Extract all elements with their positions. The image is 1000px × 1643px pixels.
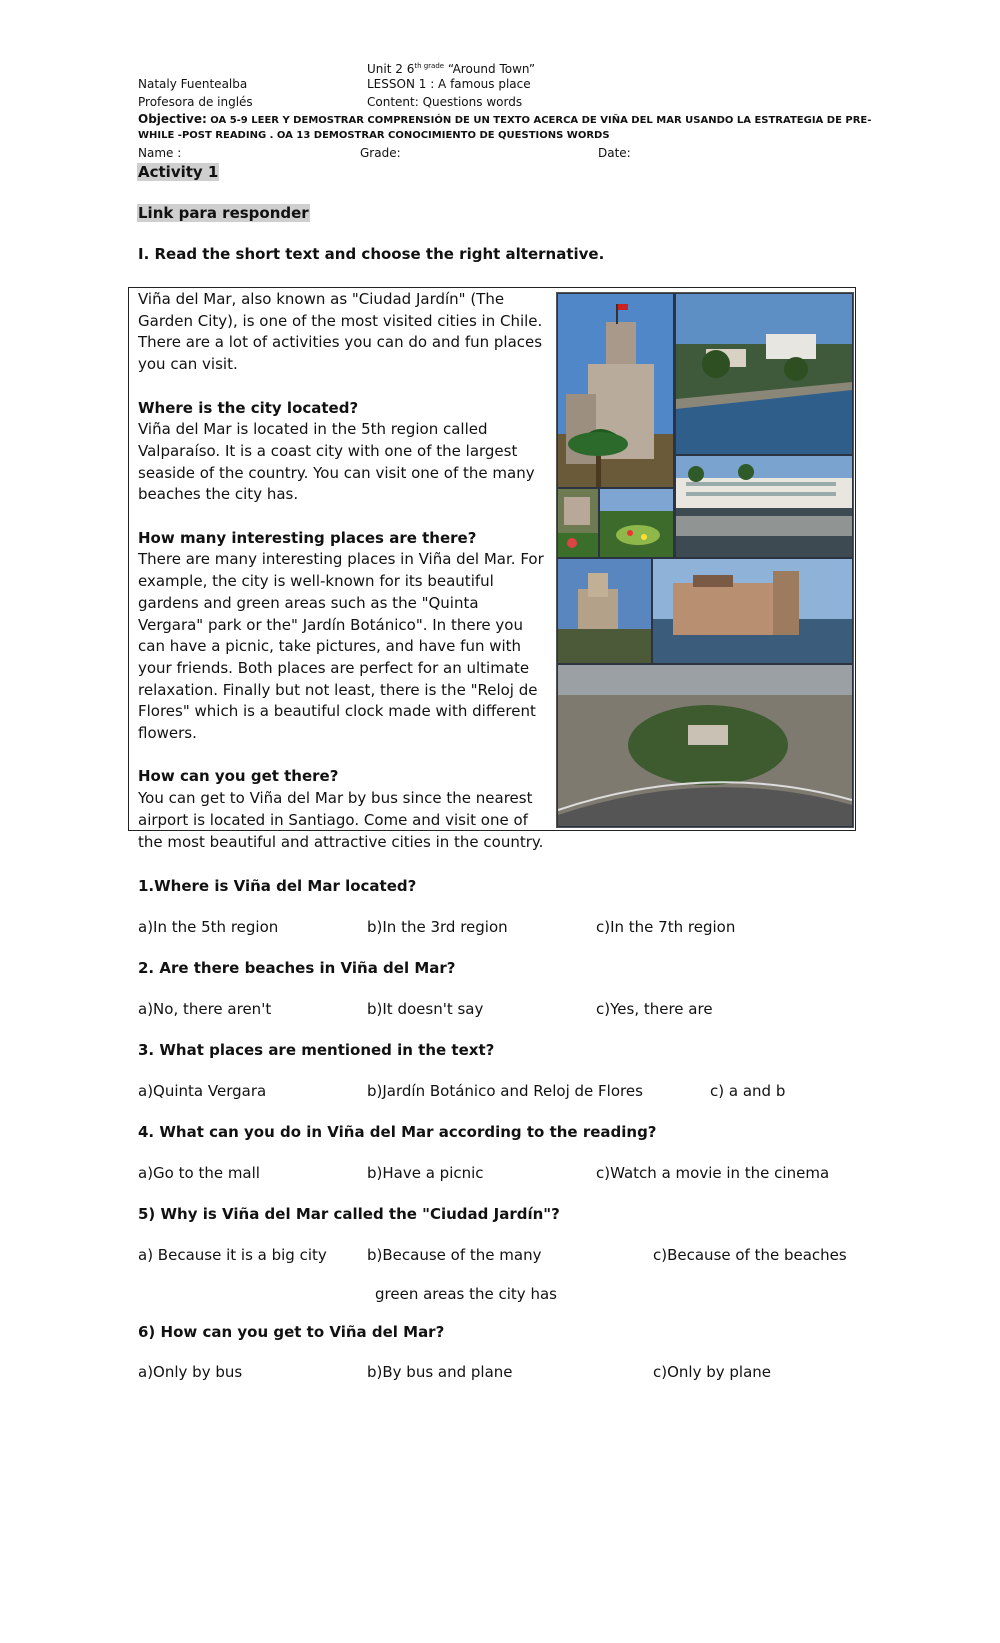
objective-line-2: WHILE -POST READING . OA 13 DEMOSTRAR CONOCIMIENTO DE QUESTIONS WORDS	[138, 130, 610, 141]
reading-box	[128, 287, 856, 851]
reading-intro: Viña del Mar, also known as "Ciudad Jardín" (The Garden City), is one of the most visited cities in Chile. There are a lot of activities you can do and fun places you can visit.	[138, 290, 543, 374]
answer-link[interactable]: Link para responder	[138, 204, 309, 222]
q4-option-c[interactable]: c)Watch a movie in the cinema	[596, 1164, 830, 1182]
activity-title: Activity 1	[138, 163, 219, 181]
reading-text	[138, 289, 548, 853]
photo-aerial-city	[558, 665, 852, 826]
question-5: 5) Why is Viña del Mar called the "Ciudad Jardín"?	[138, 1205, 560, 1223]
question-3: 3. What places are mentioned in the text?	[138, 1041, 495, 1059]
reading-heading-location: Where is the city located?	[138, 398, 359, 417]
photo-garden-small	[558, 489, 598, 557]
q1-option-a[interactable]: a)In the 5th region	[138, 918, 279, 936]
photo-tower	[558, 559, 651, 663]
name-label: Name :	[138, 146, 182, 160]
reading-heading-places: How many interesting places are there?	[138, 528, 477, 547]
q5-option-b[interactable]: b)Because of the many	[367, 1246, 542, 1264]
instruction: I. Read the short text and choose the right alternative.	[138, 245, 605, 263]
lesson-content: Content: Questions words	[367, 95, 523, 109]
reading-heading-transport: How can you get there?	[138, 767, 339, 786]
q6-option-a[interactable]: a)Only by bus	[138, 1363, 243, 1381]
objective-text-1: OA 5-9 LEER Y DEMOSTRAR COMPRENSIÓN DE UN TEXTO ACERCA DE VIÑA DEL MAR USANDO LA ESTRATEGIA DE PRE-	[206, 115, 872, 126]
date-label: Date:	[598, 146, 631, 160]
q4-option-b[interactable]: b)Have a picnic	[367, 1164, 484, 1182]
photo-waterfront	[676, 456, 852, 557]
q1-option-b[interactable]: b)In the 3rd region	[367, 918, 508, 936]
objective-line-1	[138, 112, 871, 128]
q3-option-c[interactable]: c) a and b	[710, 1082, 786, 1100]
reading-section-location	[138, 398, 548, 507]
q3-option-b[interactable]: b)Jardín Botánico and Reloj de Flores	[367, 1082, 643, 1100]
photo-coast	[676, 294, 852, 454]
reading-section-places	[138, 528, 548, 745]
reading-paragraph-location: Viña del Mar is located in the 5th region called Valparaíso. It is a coast city with one of the largest seaside of the country. You can visit one of the many beaches the city has.	[138, 420, 535, 504]
q2-option-a[interactable]: a)No, there aren't	[138, 1000, 272, 1018]
question-4: 4. What can you do in Viña del Mar according to the reading?	[138, 1123, 657, 1141]
reading-section-transport	[138, 766, 548, 853]
question-6: 6) How can you get to Viña del Mar?	[138, 1323, 445, 1341]
photo-castle	[558, 294, 673, 487]
q2-option-b[interactable]: b)It doesn't say	[367, 1000, 484, 1018]
reading-paragraph-transport: You can get to Viña del Mar by bus since the nearest airport is located in Santiago. Come and visit one of the most beautiful and attractive cities in the country.	[138, 789, 544, 851]
q4-option-a[interactable]: a)Go to the mall	[138, 1164, 260, 1182]
reading-paragraph-places: There are many interesting places in Viña del Mar. For example, the city is well-known for its beautiful gardens and green areas such as the "Quinta Vergara" park or the" Jardín Botánico". In there you can have a picnic, take pictures, and have fun with your friends. Both places are perfect for an ultimate relaxation. Finally but not least, there is the "Reloj de Flores" which is a beautiful clock made with different flowers.	[138, 550, 544, 743]
unit-line	[367, 58, 535, 77]
q5-option-a[interactable]: a) Because it is a big city	[138, 1246, 327, 1264]
grade-label: Grade:	[360, 146, 401, 160]
grade-superscript: th grade	[414, 62, 445, 70]
city-photo-collage	[556, 292, 854, 828]
q2-option-c[interactable]: c)Yes, there are	[596, 1000, 713, 1018]
q5-option-b-continued[interactable]: green areas the city has	[375, 1285, 557, 1303]
teacher-name: Nataly Fuentealba	[138, 77, 248, 91]
objective-label: Objective:	[138, 112, 207, 126]
q5-option-c[interactable]: c)Because of the beaches	[653, 1246, 847, 1264]
photo-seaside-castle	[653, 559, 852, 663]
question-1: 1.Where is Viña del Mar located?	[138, 877, 417, 895]
q3-option-a[interactable]: a)Quinta Vergara	[138, 1082, 267, 1100]
unit-prefix: Unit 2 6	[367, 62, 415, 76]
q1-option-c[interactable]: c)In the 7th region	[596, 918, 736, 936]
q6-option-c[interactable]: c)Only by plane	[653, 1363, 772, 1381]
teacher-role: Profesora de inglés	[138, 95, 253, 109]
lesson-title: LESSON 1 : A famous place	[367, 77, 531, 91]
question-2: 2. Are there beaches in Viña del Mar?	[138, 959, 456, 977]
q6-option-b[interactable]: b)By bus and plane	[367, 1363, 513, 1381]
photo-park	[600, 489, 673, 557]
unit-title: “Around Town”	[444, 62, 536, 76]
